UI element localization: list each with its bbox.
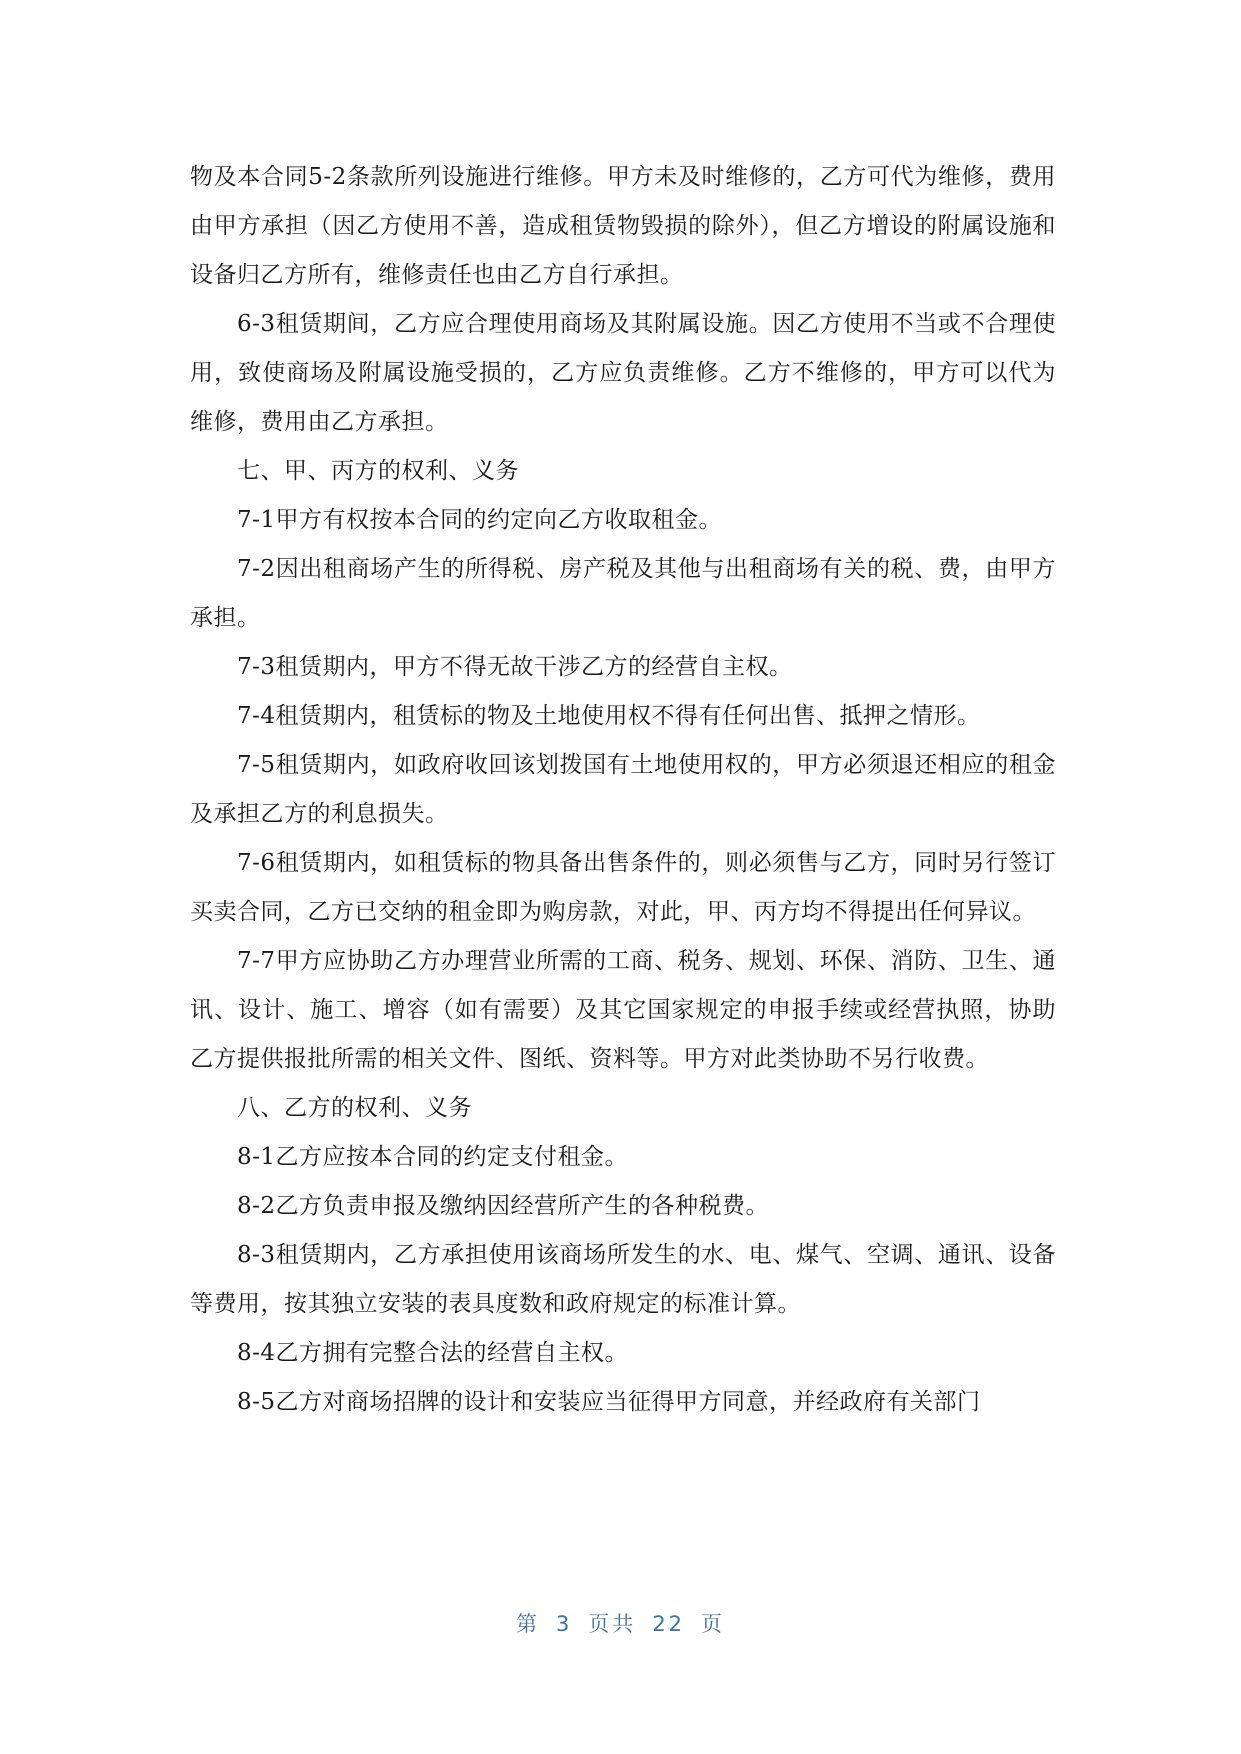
paragraph: 8-2乙方负责申报及缴纳因经营所产生的各种税费。 [237, 1193, 770, 1219]
paragraph: 8-3租赁期内，乙方承担使用该商场所发生的水、电、煤气、空调、通讯、设备等费用，按其独立安装的表具度数和政府规定的标准计算。 [190, 1242, 1056, 1317]
page-footer [0, 1608, 1241, 1638]
section-heading: 八、乙方的权利、义务 [237, 1095, 472, 1121]
paragraph: 7-4租赁期内，租赁标的物及土地使用权不得有任何出售、抵押之情形。 [237, 703, 981, 729]
paragraph: 8-4乙方拥有完整合法的经营自主权。 [237, 1340, 629, 1366]
paragraph: 6-3租赁期间，乙方应合理使用商场及其附属设施。因乙方使用不当或不合理使用，致使商场及附属设施受损的，乙方应负责维修。乙方不维修的，甲方可以代为维修，费用由乙方承担。 [190, 311, 1056, 435]
paragraph: 7-2因出租商场产生的所得税、房产税及其他与出租商场有关的税、费，由甲方承担。 [190, 556, 1056, 631]
document-body [190, 153, 1056, 1427]
paragraph: 物及本合同5-2条款所列设施进行维修。甲方未及时维修的，乙方可代为维修，费用由甲方承担（因乙方使用不善，造成租赁物毁损的除外），但乙方增设的附属设施和设备归乙方所有，维修责任也由乙方自行承担。 [190, 164, 1056, 288]
total-pages: 22 [652, 1612, 686, 1636]
footer-prefix: 第 [515, 1612, 540, 1636]
paragraph: 8-5乙方对商场招牌的设计和安装应当征得甲方同意，并经政府有关部门 [237, 1389, 981, 1415]
paragraph: 7-3租赁期内，甲方不得无故干涉乙方的经营自主权。 [237, 654, 793, 680]
section-heading: 七、甲、丙方的权利、义务 [237, 458, 519, 484]
paragraph: 7-7甲方应协助乙方办理营业所需的工商、税务、规划、环保、消防、卫生、通讯、设计、施工、增容（如有需要）及其它国家规定的申报手续或经营执照，协助乙方提供报批所需的相关文件、图纸、资料等。甲方对此类协助不另行收费。 [190, 948, 1056, 1072]
paragraph: 8-1乙方应按本合同的约定支付租金。 [237, 1144, 629, 1170]
paragraph: 7-6租赁期内，如租赁标的物具备出售条件的，则必须售与乙方，同时另行签订买卖合同，乙方已交纳的租金即为购房款，对此，甲、丙方均不得提出任何异议。 [190, 850, 1056, 925]
paragraph: 7-5租赁期内，如政府收回该划拨国有土地使用权的，甲方必须退还相应的租金及承担乙方的利息损失。 [190, 752, 1056, 827]
paragraph: 7-1甲方有权按本合同的约定向乙方收取租金。 [237, 507, 723, 533]
footer-middle: 页共 [588, 1612, 637, 1636]
page-number: 3 [555, 1612, 573, 1636]
footer-suffix: 页 [701, 1612, 726, 1636]
